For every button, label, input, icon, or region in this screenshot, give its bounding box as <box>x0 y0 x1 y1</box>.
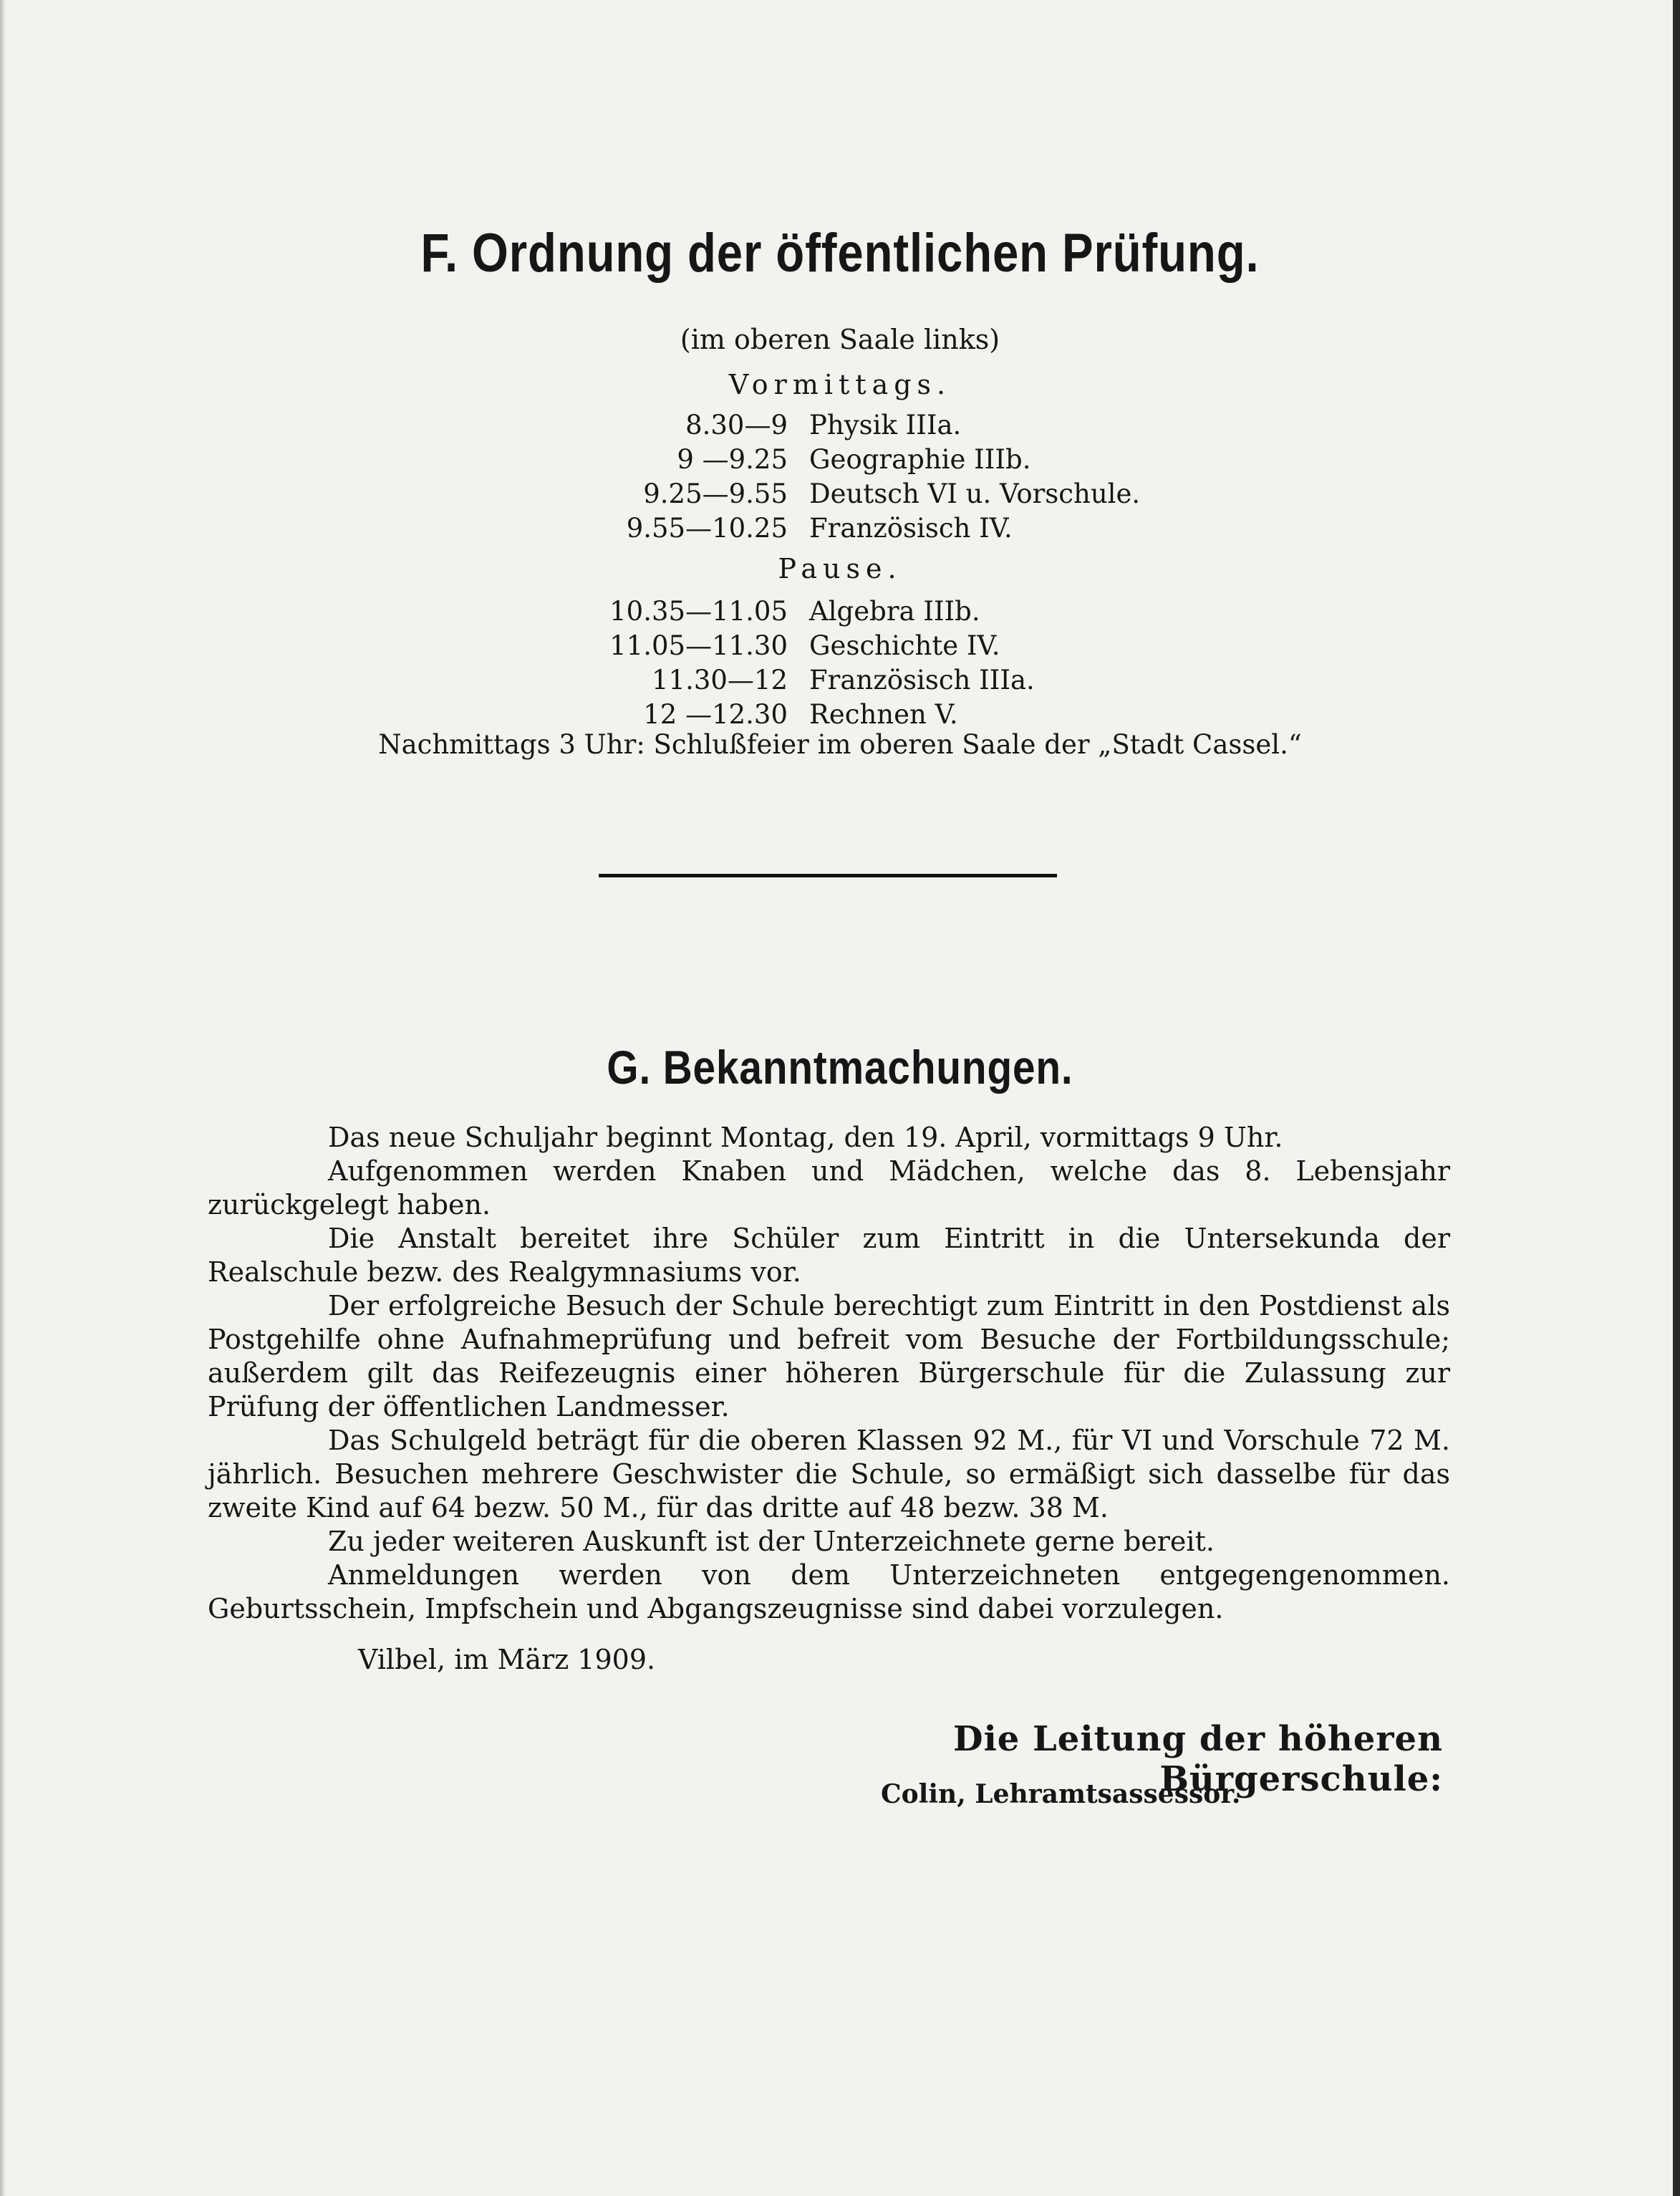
schedule-time: 11.30—12 <box>651 665 788 695</box>
schedule-subject: Rechnen V. <box>809 699 958 730</box>
schedule-time: 10.35—11.05 <box>609 596 788 627</box>
schedule-subject: Deutsch VI u. Vorschule. <box>809 478 1141 509</box>
schedule-time: 9.55—10.25 <box>626 513 788 544</box>
schedule-time: 11.05—11.30 <box>609 630 788 661</box>
pause-label: Pause. <box>778 553 902 584</box>
announcement-paragraph: Das neue Schuljahr beginnt Montag, den 19. April, vormittags 9 Uhr. <box>328 1122 1283 1153</box>
signer-name: Colin, Lehramtsassessor. <box>881 1779 1241 1809</box>
announcement-paragraph: Die Anstalt bereitet ihre Schüler zum Eintritt in die Untersekunda der Realschule bezw. des Realgymnasiums vor. <box>208 1223 1450 1288</box>
announcement-paragraph: Der erfolgreiche Besuch der Schule berechtigt zum Eintritt in den Postdienst als Postgehilfe ohne Aufnahmeprüfung und befreit vom Besuche der Fortbildungsschule; außerdem gilt das Reifezeugnis einer höheren Bürgerschule für die Zulassung zur Prüfung der öffentlichen Landmesser. <box>208 1290 1450 1422</box>
announcement-paragraph: Aufgenommen werden Knaben und Mädchen, welche das 8. Lebensjahr zurückgelegt haben. <box>208 1155 1450 1220</box>
schedule-time: 9.25—9.55 <box>643 478 788 509</box>
schedule-subject: Französisch IV. <box>809 513 1013 544</box>
schedule-time: 12 —12.30 <box>643 699 788 730</box>
announcement-paragraph: Anmeldungen werden von dem Unterzeichneten entgegengenommen. Geburtsschein, Impfschein und Abgangszeugnisse sind dabei vorzulegen. <box>208 1559 1450 1624</box>
schedule-subject: Französisch IIIa. <box>809 665 1035 695</box>
afternoon-line: Nachmittags 3 Uhr: Schlußfeier im oberen Saale der „Stadt Cassel.“ <box>378 729 1302 760</box>
schedule-time: 8.30—9 <box>685 410 788 440</box>
schedule-subject: Physik IIIa. <box>809 410 962 440</box>
announcements <box>208 1121 1450 1626</box>
schedule-time: 9 —9.25 <box>677 444 788 475</box>
section-g-title: G. Bekanntmachungen. <box>607 1041 1073 1094</box>
signature-line: Die Leitung der höheren Bürgerschule: <box>952 1719 1443 1799</box>
schedule-subject: Geographie IIIb. <box>809 444 1031 475</box>
section-divider <box>599 874 1057 877</box>
morning-label: Vormittags. <box>728 369 952 400</box>
section-f-title: F. Ordnung der öffentlichen Prüfung. <box>420 223 1260 284</box>
announcement-paragraph: Zu jeder weiteren Auskunft ist der Unterzeichnete gerne bereit. <box>328 1526 1215 1557</box>
section-f-subtitle: (im oberen Saale links) <box>680 324 1000 355</box>
date-line: Vilbel, im März 1909. <box>358 1644 656 1675</box>
schedule-subject: Geschichte IV. <box>809 630 1000 661</box>
announcement-paragraph: Das Schulgeld beträgt für die oberen Klassen 92 M., für VI und Vorschule 72 M. jährlich. Besuchen mehrere Geschwister die Schule, so ermäßigt sich dasselbe für das zweite Kind auf 64 bezw. 50 M., für das dritte auf 48 bezw. 38 M. <box>208 1425 1450 1523</box>
schedule-subject: Algebra IIIb. <box>809 596 980 627</box>
